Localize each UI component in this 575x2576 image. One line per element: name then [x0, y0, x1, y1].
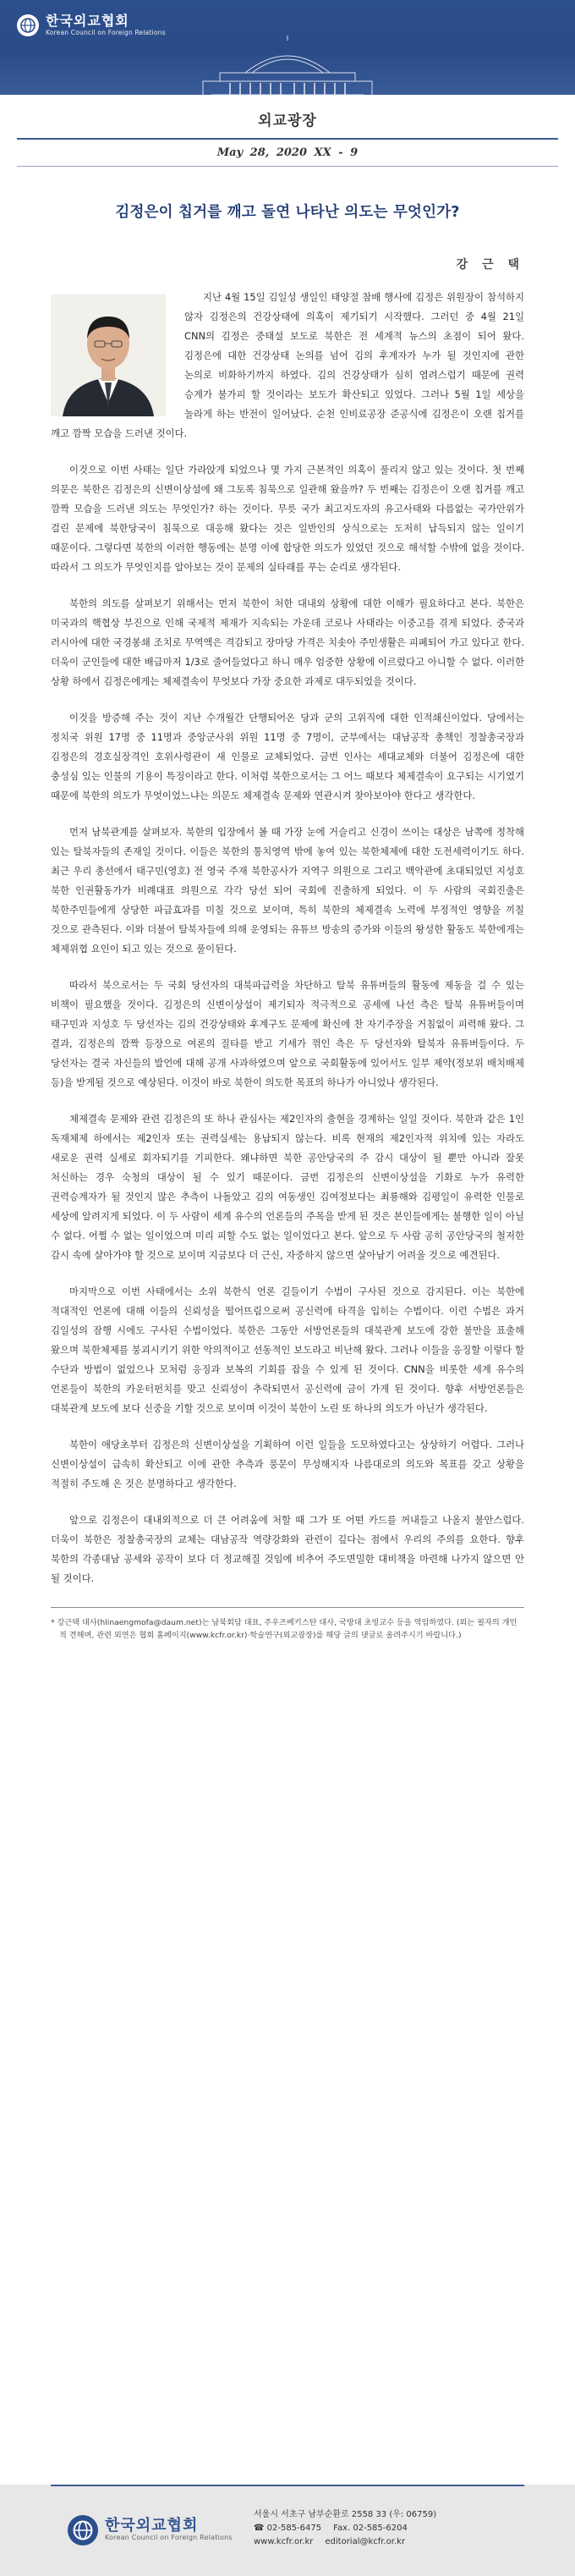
org-name-ko: 한국외교협회 — [46, 13, 129, 29]
author-photo — [51, 294, 166, 416]
issue-line — [17, 146, 558, 159]
paragraph: 앞으로 김정은이 대내외적으로 더 큰 어려움에 처할 때 그가 또 어떤 카드를 꺼내들고 나올지 불안스럽다. 더욱이 북한은 정찰총국장의 교체는 대남공작 역량강화와 관련이 깊다는 점에서 우리의 주의를 요한다. 향후 북한의 각종대남 공세와 공작이 보다 더 정교해질 것임에 비추어 주도면밀한 대비책을 마련해 나가지 않으면 안 될 것이다. — [51, 1514, 524, 1584]
column-name: 외교광장 — [258, 113, 317, 129]
paragraph: 이것으로 이번 사태는 일단 가라앉게 되었으나 몇 가지 근본적인 의혹이 풀리지 않고 있는 것이다. 첫 번째 의문은 북한은 김정은의 신변이상설에 왜 그토록 침묵으로 일관해 왔을까? 두 번째는 김정은이 오랜 칩거를 깨고 깜짝 모습을 드러낸 의도는 무엇인가? 하는 것이다. 무릇 국가 최고지도자의 유고사태와 다름없는 국가안위가 걸린 문제에 북한당국이 침묵으로 대응해 왔다는 것은 일반인의 상식으로는 도저히 납득되지 않는 일이기 때문이다. 그렇다면 북한의 이러한 행동에는 분명 이에 합당한 의도가 있었던 것으로 해석할 수밖에 없을 것이다. 따라서 그 의도가 무엇인지를 알아보는 것이 문제의 실타래를 푸는 순리로 생각된다. — [51, 464, 524, 573]
paragraph: 먼저 남북관계를 살펴보자. 북한의 입장에서 볼 때 가장 눈에 거슬리고 신경이 쓰이는 대상은 남쪽에 정착해 있는 탈북자들의 존재일 것이다. 이들은 북한의 통치영역 밖에 놓여 있는 북한체제에 대한 도전세력이기도 하다. 최근 우리 총선에서 태구민(영호) 전 영국 주재 북한공사가 지역구 의원으로 그리고 백악관에 초대되었던 지성호 북한 인권활동가가 비례대표 의원으로 각각 당선 되어 국회에 진출하게 되었다. 이 두 사람의 국회진출은 북한주민들에게 상당한 파급효과를 미칠 것으로 보이며, 특히 북한의 체제결속 노력에 부정적인 영향을 끼칠 것으로 관측된다. 이와 더불어 탈북자들에 의해 운영되는 유튜브 방송의 증가와 이들의 왕성한 활동도 북한에게는 체제위협 요인이 되고 있는 것으로 풀이된다. — [51, 826, 524, 955]
globe-icon — [68, 2515, 98, 2546]
paragraph: 이것을 방증해 주는 것이 지난 수개월간 단행되어온 당과 군의 고위직에 대한 인적쇄신이었다. 당에서는 정치국 위원 17명 중 11명과 중앙군사위 위원 11명 중 7명이, 군부에서는 대남공작 총책인 정찰총국장과 김정은의 경호실장격인 호위사령관이 새 인물로 교체되었다. 금번 인사는 세대교체와 더불어 김정은에 대한 충성심 있는 인물의 기용이 특징이라고 한다. 이처럼 북한으로서는 그 어느 때보다 체제결속이 요구되는 시기였기 때문에 북한의 의도가 무엇이었느냐는 의문도 체제결속 문제와 연관시켜 찾아보아야 한다고 생각한다. — [51, 712, 524, 801]
paragraph: 북한의 의도를 살펴보기 위해서는 먼저 북한이 처한 대내외 상황에 대한 이해가 필요하다고 본다. 북한은 미국과의 핵협상 부진으로 인해 국제적 제재가 지속되는 가운데 코로나 사태라는 이중고를 겪게 되었다. 중국과 러시아에 대한 국경봉쇄 조치로 무역액은 격감되고 장마당 가격은 치솟아 주민생활은 피폐되어 가고 있다고 한다. 더욱이 군인들에 대한 배급마저 1/3로 줄어들었다고 하니 매우 엄중한 상황에 이르렀다고 아니할 수 없다. 이러한 상황 하에서 김정은에게는 체제결속이 무엇보다 가장 중요한 과제로 대두되었을 것이다. — [51, 597, 524, 687]
footer — [0, 2485, 575, 2576]
footer-website-link[interactable]: www.kcfr.or.kr — [254, 2537, 314, 2546]
article-body — [0, 272, 575, 1588]
footer-org-name-en: Korean Council on Foreign Relations — [105, 2534, 233, 2541]
masthead-divider — [17, 138, 558, 140]
author-note — [51, 1607, 524, 1642]
author-note-text: * 강근택 대사(hlinaengmofa@daum.net)는 남북회담 대표, 주우즈베키스탄 대사, 국방대 초빙교수 등을 역임하였다. (외는 필자의 개인적 견해며, 관련 외연은 협회 홈페이지(www.kcfr.or.kr)·학술연구(외교광장)를 해당 글의 댓글로 올려주시기 바랍니다.) — [51, 1618, 518, 1640]
footer-phone: ☎ 02-585-6475 — [254, 2524, 322, 2533]
footer-email-link[interactable]: editorial@kcfr.or.kr — [325, 2537, 406, 2546]
paragraph: 체제결속 문제와 관련 김정은의 또 하나 관심사는 제2인자의 출현을 경계하는 일일 것이다. 북한과 같은 1인 독재체제 하에서는 제2인자 또는 권력실세는 용납되지 않는다. 비록 현재의 제2인자적 위치에 있는 자라도 새로운 권력 실세로 회자되기를 기피한다. 왜냐하면 북한 공안당국의 주 감시 대상이 될 뿐만 아니라 잘못 처신하는 경우 숙청의 대상이 될 수 있기 때문이다. 금번 김정은의 신변이상설을 기화로 누가 유력한 권력승계자가 될 것인지 많은 추측이 나돌았고 김의 여동생인 김여정보다는 최룡해와 김평일이 유력한 인물로 세상에 알려지게 되었다. 이 두 사람이 세계 유수의 언론들의 주목을 받게 된 것은 본인들에게는 불행한 일이 아닐 수 없다. 어쩔 수 없는 일이었으며 미리 피할 수도 없는 일이었다고 본다. 앞으로 두 사람 공히 공안당국의 철저한 감시 속에 살아가야 할 것으로 보이며 지금보다 더 근신, 자중하지 않으면 살아남기 어려울 것으로 예견된다. — [51, 1113, 524, 1261]
footer-divider — [51, 2485, 524, 2486]
issue-divider — [17, 166, 558, 167]
footer-logo — [68, 2515, 233, 2546]
assembly-building-illustration — [152, 32, 423, 95]
paragraph: 북한이 애당초부터 김정은의 신변이상설을 기획하여 이런 일들을 도모하였다고는 상상하기 어렵다. 그러나 신변이상설이 급속히 확산되고 이에 관한 추측과 풍문이 무성해지자 나름대로의 의도와 목표를 갖고 상황을 적절히 주도해 온 것은 분명하다고 생각한다. — [51, 1439, 524, 1489]
globe-icon — [17, 14, 39, 36]
paragraph: 따라서 북으로서는 두 국회 당선자의 대북파급력을 차단하고 탈북 유튜버들의 활동에 제동을 걸 수 있는 비책이 필요했을 것이다. 김정은의 신변이상설이 제기되자 적극적으로 공세에 나선 측은 탈북 유튜버들이며 태구민과 지성호 두 당선자는 김의 건강상태와 후계구도 문제에 확신에 찬 자기주장을 거침없이 피력해 왔다. 그 결과, 김정은의 깜짝 등장으로 여론의 질타를 받고 기세가 꺾인 측은 두 당선자와 탈북자 유튜버들이다. 두 당선자는 결국 자신들의 발언에 대해 공개 사과하였으며 앞으로 국회활동에 있어서도 일부 제약(정보위 배치배제 등)을 받게될 것으로 예상된다. 이것이 바로 북한이 의도한 목표의 하나가 아니었나 생각된다. — [51, 979, 524, 1088]
footer-contact — [254, 2508, 436, 2549]
paragraph: 마지막으로 이번 사태에서는 소위 북한식 언론 길들이기 수법이 구사된 것으로 감지된다. 이는 북한에 적대적인 언론에 대해 이들의 신뢰성을 떨어뜨림으로써 공신력에 타격을 입히는 수법이다. 이런 수법은 과거 김일성의 잠행 시에도 구사된 수법이었다. 북한은 그동안 서방언론들의 대북관계 보도에 강한 불만을 표출해 왔으며 북한체제를 붕괴시키기 위한 악의적이고 선동적인 보도라고 비난해 왔다. 그러나 이들을 응징할 이렇다 할 수단과 방법이 없었으나 모처럼 응징과 보복의 기회를 잡을 수 있게 된 것이다. CNN을 비롯한 세계 유수의 언론들이 북한의 카운터펀치를 맞고 신뢰성이 추락되면서 공신력에 금이 가게 된 것이다. 향후 서방언론들은 대북관계 보도에 보다 신중을 기할 것으로 보이며 이것이 북한이 노린 또 하나의 의도가 아닌가 생각된다. — [51, 1285, 524, 1414]
header-banner — [0, 0, 575, 95]
footer-fax: Fax. 02-585-6204 — [333, 2524, 408, 2533]
footer-address: 서울시 서초구 남부순환로 2558 33 (우: 06759) — [254, 2510, 437, 2519]
header-logo — [17, 14, 166, 37]
article-author: 강 근 택 — [456, 258, 524, 272]
issue-number: XX - 9 — [314, 146, 359, 159]
paragraph: 지난 4월 15일 김일성 생일인 태양절 참배 행사에 김정은 위원장이 참석하지 않자 김정은의 건강상태에 의혹이 제기되기 시작했다. 그러던 중 4월 21일 CNN의 김정은 중태설 보도로 북한은 전 세계적 뉴스의 초점이 되어 왔다. 김정은에 대한 건강상태 논의를 넘어 김의 후계자가 누가 될 것인지에 관한 논의로 비화하기까지 하였다. 김의 건강상태가 심히 염려스럽기 때문에 권력 승계가 불가피 할 것이라는 보도가 확산되고 있었다. 그러나 5월 1일 세상을 놀라게 하는 반전이 일어났다. 순천 인비료공장 준공식에 김정은이 오랜 칩거를 깨고 깜짝 모습을 드러낸 것이다. — [51, 291, 524, 439]
footer-org-name-ko: 한국외교협회 — [105, 2517, 199, 2535]
article-title: 김정은이 칩거를 깨고 돌연 나타난 의도는 무엇인가? — [115, 204, 460, 221]
masthead — [0, 95, 575, 131]
issue-date: May 28, 2020 — [216, 146, 307, 159]
org-name-en: Korean Council on Foreign Relations — [46, 29, 166, 36]
